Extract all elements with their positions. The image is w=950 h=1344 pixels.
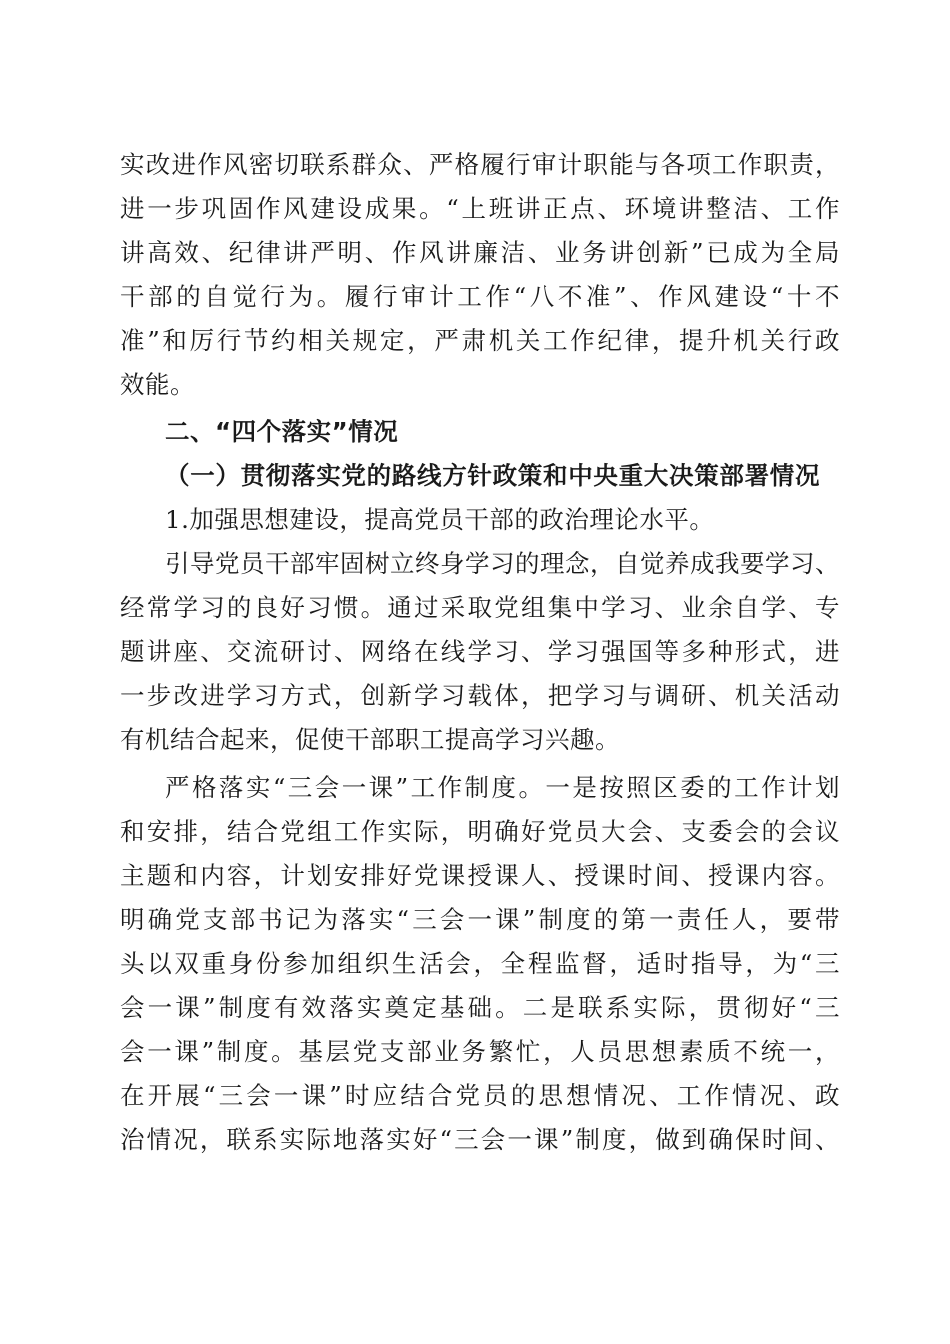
section-heading: 二、“四个落实”情况 [165,417,399,446]
paragraph-line: 进一步巩固作风建设成果。“上班讲正点、环境讲整洁、工作 [120,194,840,223]
paragraph-line: 头以双重身份参加组织生活会，全程监督，适时指导，为“三 [120,949,840,978]
paragraph-line: 会一课”制度。基层党支部业务繁忙，人员思想素质不统一， [120,1037,840,1066]
item-heading: 1.加强思想建设，提高党员干部的政治理论水平。 [165,505,715,534]
paragraph-line: 和安排，结合党组工作实际，明确好党员大会、支委会的会议 [120,817,840,846]
paragraph-line: 严格落实“三会一课”工作制度。一是按照区委的工作计划 [165,773,840,802]
paragraph-line: 实改进作风密切联系群众、严格履行审计职能与各项工作职责， [120,150,840,179]
paragraph-line: 有机结合起来，促使干部职工提高学习兴趣。 [120,725,620,754]
paragraph-line: 效能。 [120,370,195,399]
paragraph-line: 引导党员干部牢固树立终身学习的理念，自觉养成我要学习、 [165,549,840,578]
paragraph-line: 题讲座、交流研讨、网络在线学习、学习强国等多种形式，进 [120,637,840,666]
paragraph-line: 会一课”制度有效落实奠定基础。二是联系实际，贯彻好“三 [120,993,840,1022]
paragraph-line: 明确党支部书记为落实“三会一课”制度的第一责任人，要带 [120,905,840,934]
paragraph-line: 在开展“三会一课”时应结合党员的思想情况、工作情况、政 [120,1081,840,1110]
paragraph-line: 讲高效、纪律讲严明、作风讲廉洁、业务讲创新”已成为全局 [120,238,840,267]
paragraph-line: 经常学习的良好习惯。通过采取党组集中学习、业余自学、专 [120,593,840,622]
paragraph-line: 干部的自觉行为。履行审计工作“八不准”、作风建设“十不 [120,282,840,311]
subsection-heading: （一）贯彻落实党的路线方针政策和中央重大决策部署情况 [165,461,820,490]
paragraph-line: 准”和厉行节约相关规定，严肃机关工作纪律，提升机关行政 [120,326,840,355]
paragraph-line: 一步改进学习方式，创新学习载体，把学习与调研、机关活动 [120,681,840,710]
paragraph-line: 治情况，联系实际地落实好“三会一课”制度，做到确保时间、 [120,1125,840,1154]
paragraph-line: 主题和内容，计划安排好党课授课人、授课时间、授课内容。 [120,861,840,890]
